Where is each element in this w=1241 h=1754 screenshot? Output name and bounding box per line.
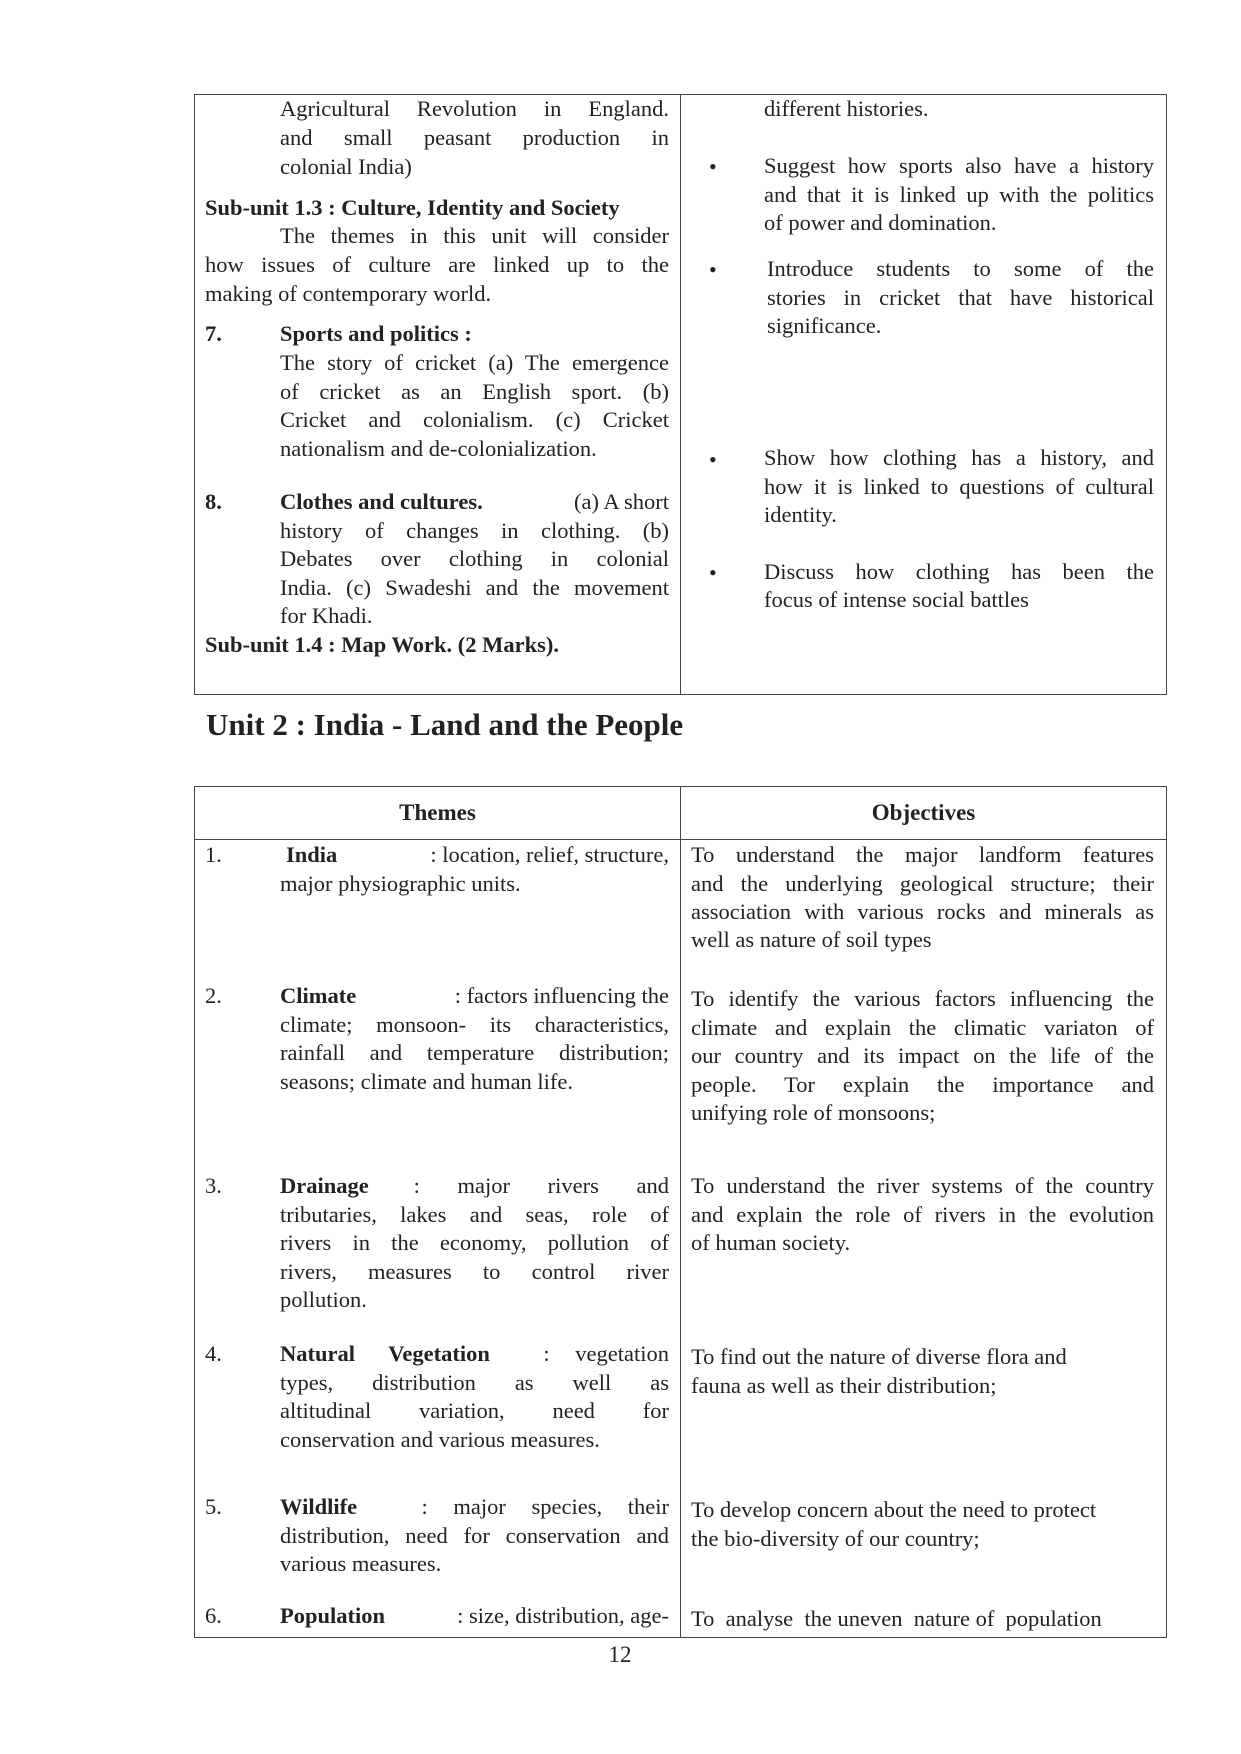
bullet-1-line-2: and that it is linked up with the politics: [764, 182, 1154, 207]
row-1-number: 1.: [205, 842, 222, 867]
item-8-first-rest: (a) A short: [574, 489, 669, 514]
top-table-divider: [680, 94, 681, 695]
row-3-obj-1: To understand the river systems of the country: [691, 1173, 1154, 1198]
bullet-2-line-2: stories in cricket that have historical: [767, 285, 1154, 310]
row-2-obj-5: unifying role of monsoons;: [691, 1100, 936, 1125]
row-1-obj-1: To understand the major landform features: [691, 842, 1154, 867]
row-1-first-rest: : location, relief, structure,: [430, 842, 669, 867]
row-5-obj-2: the bio-diversity of our country;: [691, 1526, 980, 1551]
col-header-themes: Themes: [399, 800, 476, 825]
cont-line-2: and small peasant production in: [280, 125, 669, 150]
row-2-number: 2.: [205, 983, 222, 1008]
bullet-2-line-3: significance.: [767, 313, 882, 338]
item-7-line-3: Cricket and colonialism. (c) Cricket: [280, 407, 669, 432]
row-3-line-4: pollution.: [280, 1287, 367, 1312]
row-6-title: Population: [280, 1603, 386, 1628]
bullet-icon: •: [709, 447, 717, 472]
unit-2-header-rule: [194, 839, 1167, 840]
row-1-obj-4: well as nature of soil types: [691, 927, 932, 952]
row-3-line-2: rivers in the economy, pollution of: [280, 1230, 669, 1255]
bullet-icon: •: [709, 154, 717, 179]
row-3-line-1: tributaries, lakes and seas, role of: [280, 1202, 669, 1227]
row-4-obj-2: fauna as well as their distribution;: [691, 1373, 997, 1398]
item-8-line-3: India. (c) Swadeshi and the movement: [280, 575, 669, 600]
row-1-title: India: [286, 842, 338, 867]
bullet-1-line-3: of power and domination.: [764, 210, 997, 235]
row-5-line-2: various measures.: [280, 1551, 442, 1576]
row-3-title: Drainage: [280, 1173, 369, 1198]
bullet-icon: •: [709, 257, 717, 282]
row-2-obj-3: our country and its impact on the life of the: [691, 1043, 1154, 1068]
item-8-line-1: history of changes in clothing. (b): [280, 518, 669, 543]
row-1-obj-3: association with various rocks and minerals as: [691, 899, 1154, 924]
row-4-line-1: types, distribution as well as: [280, 1370, 669, 1395]
row-5-number: 5.: [205, 1494, 222, 1519]
item-7-line-2: of cricket as an English sport. (b): [280, 379, 669, 404]
row-3-first-line: [280, 1172, 669, 1201]
item-8-number: 8.: [205, 489, 222, 514]
right-cont-line: different histories.: [764, 96, 929, 121]
row-2-title: Climate: [280, 983, 357, 1008]
row-3-obj-3: of human society.: [691, 1230, 851, 1255]
row-2-first-rest: : factors influencing the: [454, 983, 669, 1008]
subunit-intro-2: how issues of culture are linked up to the: [205, 252, 669, 277]
bullet-1-line-1: Suggest how sports also have a history: [764, 153, 1154, 178]
page-number: 12: [608, 1642, 632, 1667]
item-8-first-line: [280, 488, 669, 517]
row-2-first-line: [280, 982, 669, 1011]
bullet-4-line-1: Discuss how clothing has been the: [764, 559, 1154, 584]
bullet-3-line-1: Show how clothing has a history, and: [764, 445, 1154, 470]
row-2-line-2: rainfall and temperature distribution;: [280, 1040, 669, 1065]
row-2-obj-1: To identify the various factors influencing the: [691, 986, 1154, 1011]
row-2-line-3: seasons; climate and human life.: [280, 1069, 574, 1094]
item-7-title: Sports and politics :: [280, 321, 472, 346]
row-6-first-line: [280, 1602, 669, 1631]
row-4-title: Natural Vegetation: [280, 1341, 490, 1366]
bullet-4-line-2: focus of intense social battles: [764, 587, 1029, 612]
row-5-first-line: [280, 1493, 669, 1522]
row-5-title: Wildlife: [280, 1494, 358, 1519]
row-4-first-line: [280, 1340, 669, 1369]
bullet-icon: •: [709, 560, 717, 585]
bullet-2-line-1: Introduce students to some of the: [767, 256, 1154, 281]
unit-2-table-divider: [680, 786, 681, 1638]
subunit-intro-3: making of contemporary world.: [205, 281, 492, 306]
item-8-line-4: for Khadi.: [280, 603, 373, 628]
row-1-obj-2: and the underlying geological structure; their: [691, 871, 1154, 896]
item-7-line-4: nationalism and de-colonialization.: [280, 436, 597, 461]
row-3-number: 3.: [205, 1173, 222, 1198]
row-4-line-3: conservation and various measures.: [280, 1427, 600, 1452]
row-4-line-2: altitudinal variation, need for: [280, 1398, 669, 1423]
row-2-obj-2: climate and explain the climatic variaton of: [691, 1015, 1154, 1040]
row-5-first-rest: : major species, their: [421, 1494, 669, 1519]
item-7-number: 7.: [205, 321, 222, 346]
row-4-first-rest: : vegetation: [543, 1341, 669, 1366]
subunit-1-3: Sub-unit 1.3 : Culture, Identity and Society: [205, 195, 620, 220]
cont-line-1: Agricultural Revolution in England.: [280, 96, 669, 121]
row-3-obj-2: and explain the role of rivers in the evolution: [691, 1202, 1154, 1227]
row-4-obj-1: To find out the nature of diverse flora and: [691, 1344, 1067, 1369]
item-8-line-2: Debates over clothing in colonial: [280, 546, 669, 571]
bullet-3-line-3: identity.: [764, 502, 837, 527]
row-4-number: 4.: [205, 1341, 222, 1366]
subunit-intro-1: The themes in this unit will consider: [280, 223, 669, 248]
row-2-obj-4: people. Tor explain the importance and: [691, 1072, 1154, 1097]
row-5-obj-1: To develop concern about the need to protect: [691, 1497, 1097, 1522]
unit-2-title: Unit 2 : India - Land and the People: [206, 707, 684, 742]
row-3-line-3: rivers, measures to control river: [280, 1259, 669, 1284]
bullet-3-line-2: how it is linked to questions of cultural: [764, 474, 1154, 499]
row-3-first-rest: : major rivers and: [413, 1173, 669, 1198]
item-8-title: Clothes and cultures.: [280, 489, 483, 514]
row-1-line-1: major physiographic units.: [280, 871, 521, 896]
row-5-line-1: distribution, need for conservation and: [280, 1523, 669, 1548]
row-2-line-1: climate; monsoon- its characteristics,: [280, 1012, 669, 1037]
row-6-obj-1: To analyse the uneven nature of population: [691, 1606, 1102, 1631]
row-1-first-line: [286, 841, 669, 870]
item-7-line-1: The story of cricket (a) The emergence: [280, 350, 669, 375]
row-6-number: 6.: [205, 1603, 222, 1628]
cont-line-3: colonial India): [280, 154, 412, 179]
col-header-objectives: Objectives: [871, 800, 976, 825]
row-6-first-rest: : size, distribution, age-: [457, 1603, 669, 1628]
subunit-1-4: Sub-unit 1.4 : Map Work. (2 Marks).: [205, 632, 560, 657]
